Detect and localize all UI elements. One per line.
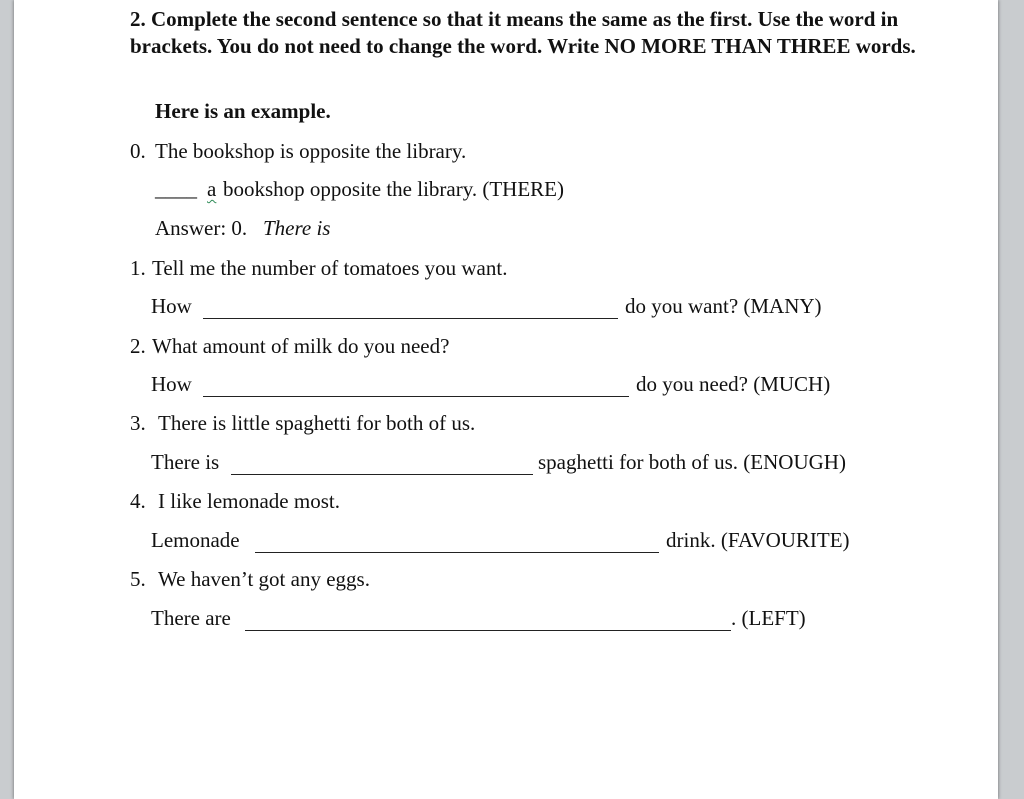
question-3-suffix: spaghetti for both of us. (ENOUGH)	[538, 450, 846, 474]
question-2-number: 2.	[130, 334, 146, 358]
question-3-answer-blank[interactable]	[231, 474, 533, 475]
example-blank: ____	[155, 177, 197, 201]
question-1-prefix: How	[151, 294, 192, 318]
question-5-answer-blank[interactable]	[245, 630, 731, 631]
example-sentence: The bookshop is opposite the library.	[155, 139, 467, 163]
question-4-sentence: I like lemonade most.	[158, 489, 340, 513]
question-3-number: 3.	[130, 411, 146, 435]
question-3-prefix: There is	[151, 450, 220, 474]
example-rewrite: bookshop opposite the library. (THERE)	[223, 177, 564, 201]
question-4-prefix: Lemonade	[151, 528, 240, 552]
example-number: 0.	[130, 139, 146, 163]
question-1-answer-blank[interactable]	[203, 318, 618, 319]
question-5-sentence: We haven’t got any eggs.	[158, 567, 370, 591]
question-3-sentence: There is little spaghetti for both of us.	[158, 411, 476, 435]
question-2-answer-blank[interactable]	[203, 396, 629, 397]
instructions: 2. Complete the second sentence so that it means the same as the first. Use the word in brackets. You do not need to change the word. Write NO MORE THAN THREE words.	[130, 7, 916, 58]
example-heading: Here is an example.	[155, 99, 331, 123]
question-5-prefix: There are	[151, 606, 231, 630]
question-2-prefix: How	[151, 372, 192, 396]
example-answer-value: There is	[263, 216, 331, 240]
example-rewrite-first-word: a	[207, 177, 217, 201]
question-5-suffix: . (LEFT)	[731, 606, 806, 630]
question-4-answer-blank[interactable]	[255, 552, 659, 553]
question-4-suffix: drink. (FAVOURITE)	[666, 528, 850, 552]
document-page	[14, 0, 998, 799]
question-1-suffix: do you want? (MANY)	[625, 294, 822, 318]
question-4-number: 4.	[130, 489, 146, 513]
question-1-sentence: Tell me the number of tomatoes you want.	[152, 256, 508, 280]
question-2-sentence: What amount of milk do you need?	[152, 334, 450, 358]
question-5-number: 5.	[130, 567, 146, 591]
question-2-suffix: do you need? (MUCH)	[636, 372, 831, 396]
example-answer-label: Answer: 0.	[155, 216, 248, 240]
question-1-number: 1.	[130, 256, 146, 280]
